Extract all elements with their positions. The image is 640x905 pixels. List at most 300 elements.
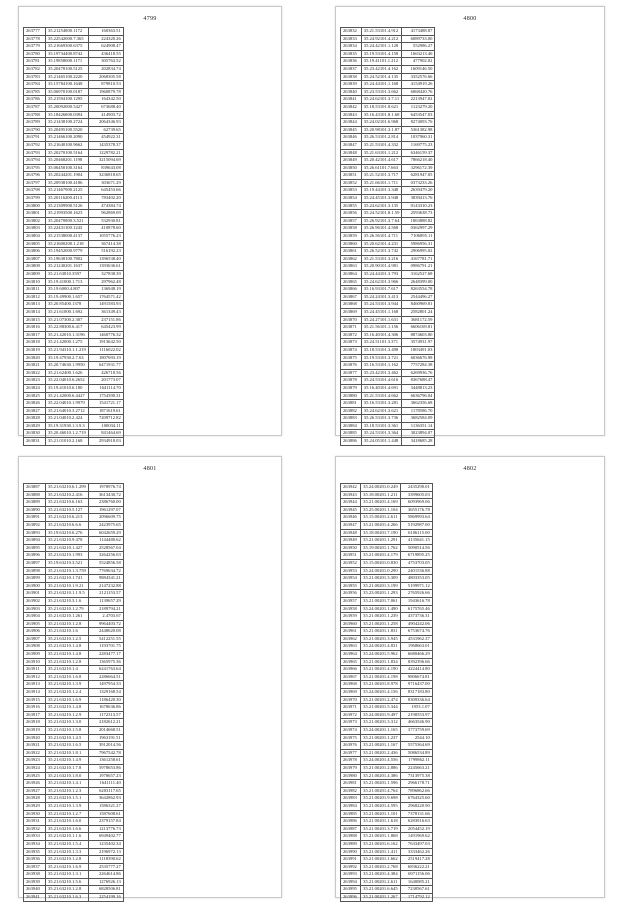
code-cell: 35.25.00201.1.104 <box>361 506 400 514</box>
value-cell: 0373233.26 <box>402 179 435 187</box>
row-id-cell: 263993 <box>341 871 361 879</box>
row-id-cell: 263811 <box>24 286 46 294</box>
code-cell: 35.21.62400.1.626 <box>45 369 88 377</box>
code-cell: 35.21.00201.4.198 <box>361 673 400 681</box>
table-row <box>24 590 124 598</box>
table-row <box>24 871 124 879</box>
row-id-cell: 263803 <box>24 225 46 233</box>
code-cell: 35.21.52101.3.717 <box>361 172 402 180</box>
code-cell: 35.21.63210.1.4.8 <box>45 643 88 651</box>
code-cell: 35.24.53101.3.944 <box>361 301 402 309</box>
table-row <box>24 696 124 704</box>
code-cell: 35.21.00201.1.101 <box>361 810 400 818</box>
value-cell: 2014668.51 <box>88 727 123 735</box>
row-id-cell: 263950 <box>341 544 361 552</box>
code-cell: 35.20092000.5427 <box>45 103 88 111</box>
table-row <box>341 248 435 256</box>
row-id-cell: 263899 <box>24 575 46 583</box>
row-id-cell: 263983 <box>341 795 361 803</box>
table-row <box>341 886 433 894</box>
code-cell: 35.22.04010.1.9979 <box>45 400 88 408</box>
table-row <box>341 354 435 362</box>
code-cell: 35.24.44101.1.168 <box>361 81 402 89</box>
value-cell: 2196972.13 <box>88 848 123 856</box>
code-cell: 35.24.00201.9.497 <box>361 711 400 719</box>
code-cell: 35.21594100.1295 <box>45 96 88 104</box>
code-cell: 35.21.42000.6.4427 <box>45 392 88 400</box>
code-cell: 35.21.00201.1.662 <box>361 856 400 864</box>
table-row <box>24 149 124 157</box>
table-row <box>24 73 124 81</box>
table-row <box>24 681 124 689</box>
code-cell: 35.21.63210.6.213 <box>45 514 88 522</box>
row-id-cell: 263849 <box>341 157 362 165</box>
value-cell: 8263554.78 <box>402 286 435 294</box>
table-row <box>24 537 124 545</box>
row-id-cell: 263857 <box>341 217 362 225</box>
value-cell: 2379157.84 <box>88 818 123 826</box>
code-cell: 35.21600200.1.218 <box>45 240 88 248</box>
row-id-cell: 263868 <box>341 301 362 309</box>
row-id-cell: 263941 <box>24 894 46 902</box>
data-table <box>23 27 124 446</box>
code-cell: 35.21.00201.1.237 <box>361 734 400 742</box>
row-id-cell: 263810 <box>24 278 46 286</box>
code-cell: 35.21.63210.1.2.8 <box>45 856 88 864</box>
table-row <box>24 233 124 241</box>
value-cell: 5869993.64 <box>400 514 432 522</box>
value-cell: 5412251.55 <box>88 635 123 643</box>
value-cell: 7209712.82 <box>88 415 123 423</box>
table-row <box>24 210 124 218</box>
row-id-cell: 263891 <box>24 514 46 522</box>
value-cell: 1640085.21 <box>400 878 432 886</box>
value-cell: 1136351.14 <box>402 422 435 430</box>
value-cell: 2528567.04 <box>88 544 123 552</box>
table-row <box>24 575 124 583</box>
code-cell: 35.21.63210.1.3.1 <box>45 871 88 879</box>
code-cell: 35.21.00201.6.645 <box>361 886 400 894</box>
code-cell: 35.21.00201.4.595 <box>361 802 400 810</box>
row-id-cell: 263855 <box>341 202 362 210</box>
value-cell: 6828506.81 <box>88 886 123 894</box>
value-cell: 3418685.28 <box>402 438 435 446</box>
value-cell: 1961297.07 <box>88 506 123 514</box>
table-row <box>24 58 124 66</box>
code-cell: 35.19.63210.3.521 <box>45 559 88 567</box>
table-row <box>24 780 124 788</box>
row-id-cell: 263822 <box>24 369 46 377</box>
code-cell: 35.20478100.5125 <box>45 65 88 73</box>
value-cell: 3655176.78 <box>400 506 432 514</box>
table-row <box>24 878 124 886</box>
code-cell: 35.21.63210.1.4.9 <box>45 757 88 765</box>
value-cell: 1037960.31 <box>402 134 435 142</box>
row-id-cell: 263840 <box>341 88 362 96</box>
table-row <box>24 719 124 727</box>
code-cell: 35.24.27101.1.631 <box>361 316 402 324</box>
value-cell: 3399605.03 <box>400 491 432 499</box>
row-id-cell: 263890 <box>24 506 46 514</box>
value-cell: 7866218.40 <box>402 157 435 165</box>
code-cell: 35.20.74630.1.9950 <box>45 362 88 370</box>
row-id-cell: 263830 <box>24 430 46 438</box>
row-id-cell: 263943 <box>341 491 361 499</box>
value-cell: 426718.56 <box>88 369 123 377</box>
table-row <box>24 88 124 96</box>
value-cell: 5090514.56 <box>400 544 432 552</box>
table-row <box>341 407 435 415</box>
code-cell: 35.18.53101.8.621 <box>361 103 402 111</box>
code-cell: 35.19.31930.1.3.9.3 <box>45 422 88 430</box>
row-id-cell: 263919 <box>24 727 46 735</box>
code-cell: 35.20.62101.4.231 <box>361 240 402 248</box>
row-id-cell: 263798 <box>24 187 46 195</box>
table-row <box>24 263 124 271</box>
code-cell: 35.23.53101.3.662 <box>361 88 402 96</box>
sheet-title: 4801 <box>143 466 157 472</box>
table-row <box>24 384 124 392</box>
table-row <box>341 415 435 423</box>
table-row <box>24 119 124 127</box>
value-cell: 1193701.75 <box>88 643 123 651</box>
row-id-cell: 263838 <box>341 73 362 81</box>
code-cell: 35.26.56101.4.711 <box>361 233 402 241</box>
table-row <box>341 149 435 157</box>
table-row <box>341 810 433 818</box>
value-cell: 1586321.27 <box>88 802 123 810</box>
row-id-cell: 263815 <box>24 316 46 324</box>
value-cell: 367414.38 <box>88 240 123 248</box>
table-row <box>24 886 124 894</box>
code-cell: 35.21538000.4137 <box>45 233 88 241</box>
row-id-cell: 263911 <box>24 666 46 674</box>
code-cell: 35.24.00201.4.831 <box>361 643 400 651</box>
table-row <box>341 643 433 651</box>
row-id-cell: 263781 <box>24 58 46 66</box>
row-id-cell: 263880 <box>341 392 362 400</box>
code-cell: 35.21.00201.9.698 <box>361 795 400 803</box>
table-row <box>341 377 435 385</box>
table-row <box>24 597 124 605</box>
row-id-cell: 263958 <box>341 605 361 613</box>
value-cell: 4531962.37 <box>400 635 432 643</box>
value-cell: 2519417.28 <box>400 856 432 864</box>
value-cell: 783402.20 <box>88 195 123 203</box>
value-cell: 6949402.77 <box>88 833 123 841</box>
table-row <box>341 878 433 886</box>
code-cell: 35.21.61000.1.692 <box>45 308 88 316</box>
table-row <box>341 73 435 81</box>
row-id-cell: 263901 <box>24 590 46 598</box>
table-row <box>24 308 124 316</box>
row-id-cell: 263809 <box>24 271 46 279</box>
value-cell: 4663546.90 <box>400 719 432 727</box>
value-cell: 1978657.23 <box>88 772 123 780</box>
data-table <box>23 483 124 902</box>
table-row <box>24 331 124 339</box>
row-id-cell: 263870 <box>341 316 362 324</box>
table-row <box>341 484 433 492</box>
value-cell: 6283916.63 <box>400 818 432 826</box>
row-id-cell: 263966 <box>341 666 361 674</box>
value-cell: 6175765.46 <box>400 605 432 613</box>
row-id-cell: 263893 <box>24 529 46 537</box>
value-cell: 3296172.39 <box>402 164 435 172</box>
code-cell: 35.21669300.6375 <box>45 43 88 51</box>
row-id-cell: 263794 <box>24 157 46 165</box>
value-cell: 100034.11 <box>88 422 123 430</box>
value-cell: 1978976.74 <box>88 484 123 492</box>
row-id-cell: 263954 <box>341 575 361 583</box>
row-id-cell: 263812 <box>24 293 46 301</box>
row-id-cell: 263792 <box>24 141 46 149</box>
code-cell: 35.19.53101.3.721 <box>361 354 402 362</box>
value-cell: 6093969.06 <box>400 499 432 507</box>
row-id-cell: 263847 <box>341 141 362 149</box>
value-cell: 2068305.58 <box>88 73 123 81</box>
table-row <box>24 795 124 803</box>
row-id-cell: 263994 <box>341 878 361 886</box>
table-row <box>341 734 433 742</box>
table-row <box>24 430 124 438</box>
value-cell: 6680466.29 <box>400 651 432 659</box>
code-cell: 35.21.63210.1.5.1 <box>45 795 88 803</box>
table-row <box>341 400 435 408</box>
row-id-cell: 263875 <box>341 354 362 362</box>
table-row <box>341 894 433 902</box>
value-cell: 7230567.61 <box>400 886 432 894</box>
code-cell: 35.16.53101.1.162 <box>361 362 402 370</box>
code-cell: 35.24.62101.3.7.11 <box>361 96 402 104</box>
row-id-cell: 263886 <box>341 438 362 446</box>
code-cell: 35.21.00201.1.239 <box>361 613 400 621</box>
code-cell: 35.21.63210.1.7.8 <box>45 764 88 772</box>
table-row <box>24 202 124 210</box>
row-id-cell: 263779 <box>24 43 46 51</box>
code-cell: 35.21.00201.2.886 <box>361 764 400 772</box>
value-cell: 2264614.86 <box>88 871 123 879</box>
table-row <box>341 164 435 172</box>
table-row <box>24 50 124 58</box>
value-cell: 1678636.86 <box>88 704 123 712</box>
value-cell: 454922.31 <box>88 134 123 142</box>
row-id-cell: 263970 <box>341 696 361 704</box>
code-cell: 35.21309900.5126 <box>45 202 88 210</box>
table-row <box>341 81 435 89</box>
table-row <box>24 316 124 324</box>
value-cell: 3162527.68 <box>402 271 435 279</box>
value-cell: 414903.72 <box>88 111 123 119</box>
value-cell: 327838.39 <box>88 271 123 279</box>
value-cell: 6089733.00 <box>402 35 435 43</box>
table-row <box>24 141 124 149</box>
code-cell: 35.21.00201.1.267 <box>361 894 400 902</box>
value-cell: 7967542.78 <box>88 749 123 757</box>
code-cell: 35.21.63810.3597 <box>45 271 88 279</box>
row-id-cell: 263883 <box>341 415 362 423</box>
value-cell: 7896862.66 <box>400 787 432 795</box>
code-cell: 35.19.63210.6.276 <box>45 529 88 537</box>
value-cell: 9806674.81 <box>400 673 432 681</box>
sheet-4801 <box>18 456 282 898</box>
table-row <box>341 863 433 871</box>
row-id-cell: 263817 <box>24 331 46 339</box>
table-row <box>341 96 435 104</box>
table-row <box>341 628 433 636</box>
row-id-cell: 263894 <box>24 537 46 545</box>
value-cell: 2582801.24 <box>402 308 435 316</box>
row-id-cell: 263802 <box>24 217 46 225</box>
code-cell: 35.24.24101.3.413 <box>361 293 402 301</box>
table-row <box>341 157 435 165</box>
value-cell: 2448620.08 <box>88 628 123 636</box>
table-row <box>24 499 124 507</box>
row-id-cell: 263913 <box>24 681 46 689</box>
table-row <box>341 537 433 545</box>
code-cell: 35.21.00201.4.266 <box>361 521 400 529</box>
table-row <box>341 286 435 294</box>
value-cell: 1641111.40 <box>88 780 123 788</box>
code-cell: 35.21438100.2724 <box>45 119 88 127</box>
value-cell: 5192987.00 <box>400 521 432 529</box>
code-cell: 35.21.00201.1.291 <box>361 537 400 545</box>
code-cell: 35.21.63210.1.5.6 <box>45 878 88 886</box>
code-cell: 35.24.00201.4.156 <box>361 689 400 697</box>
value-cell: 5986956.31 <box>402 240 435 248</box>
row-id-cell: 263826 <box>24 400 46 408</box>
row-id-cell: 263940 <box>24 886 46 894</box>
value-cell: 2182612.21 <box>88 719 123 727</box>
row-id-cell: 263931 <box>24 818 46 826</box>
code-cell: 35.21.00201.2.611 <box>361 878 400 886</box>
value-cell: 297962.48 <box>88 278 123 286</box>
row-id-cell: 263926 <box>24 780 46 788</box>
value-cell: 4154919.26 <box>402 81 435 89</box>
row-id-cell: 263866 <box>341 286 362 294</box>
code-cell: 35.16.43101.8.1.68 <box>361 111 402 119</box>
table-row <box>24 187 124 195</box>
value-cell: 8274093.76 <box>402 119 435 127</box>
row-id-cell: 263903 <box>24 605 46 613</box>
value-cell: 552986.27 <box>402 43 435 51</box>
value-cell: 645423.99 <box>88 324 123 332</box>
row-id-cell: 263786 <box>24 96 46 104</box>
code-cell: 35.21.64010.3.2712 <box>45 407 88 415</box>
row-id-cell: 263850 <box>341 164 362 172</box>
value-cell: 2968220.90 <box>400 802 432 810</box>
value-cell: 532930.81 <box>88 217 123 225</box>
table-row <box>341 278 435 286</box>
row-id-cell: 263928 <box>24 795 46 803</box>
table-row <box>24 111 124 119</box>
table-row <box>24 689 124 697</box>
value-cell: 3264256.03 <box>88 552 123 560</box>
value-cell: 6203117.65 <box>88 787 123 795</box>
code-cell: 35.21.01010.2.168 <box>45 438 88 446</box>
row-id-cell: 263885 <box>341 430 362 438</box>
code-cell: 35.21.04010.2.424 <box>45 415 88 423</box>
code-cell: 35.21.00201.1.618 <box>361 818 400 826</box>
row-id-cell: 263982 <box>341 787 361 795</box>
value-cell: 1393636.61 <box>88 263 123 271</box>
row-id-cell: 263843 <box>341 111 362 119</box>
table-row <box>24 818 124 826</box>
sheet-title: 4799 <box>143 16 157 22</box>
row-id-cell: 263918 <box>24 719 46 727</box>
table-row <box>341 346 435 354</box>
table-row <box>24 217 124 225</box>
row-id-cell: 263884 <box>341 422 362 430</box>
row-id-cell: 263797 <box>24 179 46 187</box>
table-row <box>24 195 124 203</box>
row-id-cell: 263867 <box>341 293 362 301</box>
code-cell: 35.21640100.9662 <box>45 141 88 149</box>
value-cell: 2423975.65 <box>88 521 123 529</box>
row-id-cell: 263947 <box>341 521 361 529</box>
code-cell: 35.24.00201.0.249 <box>361 484 400 492</box>
value-cell: 160363.51 <box>88 28 123 36</box>
value-cell: 305763.52 <box>88 58 123 66</box>
code-cell: 35.22.04010.6.2652 <box>45 377 88 385</box>
value-cell: 5978653.86 <box>88 764 123 772</box>
value-cell: 1491969.62 <box>400 833 432 841</box>
code-cell: 35.21.63210.6.6.6 <box>45 521 88 529</box>
value-cell: 9964403.72 <box>88 620 123 628</box>
table-row <box>24 346 124 354</box>
code-cell: 35.22542000.7.365 <box>45 35 88 43</box>
value-cell: 3333462.26 <box>400 848 432 856</box>
row-id-cell: 263865 <box>341 278 362 286</box>
row-id-cell: 263949 <box>341 537 361 545</box>
value-cell: 4803353.05 <box>400 575 432 583</box>
code-cell: 35.20470800.3.521 <box>45 217 88 225</box>
code-cell: 35.19.44101.3.348 <box>361 187 402 195</box>
value-cell: 4173488.87 <box>402 28 435 36</box>
row-id-cell: 263972 <box>341 711 361 719</box>
table-row <box>24 354 124 362</box>
table-row <box>341 499 433 507</box>
code-cell: 35.21.94310.1.1.219 <box>45 346 88 354</box>
value-cell: 7313975.38 <box>400 772 432 780</box>
value-cell: 1118390.62 <box>88 856 123 864</box>
code-cell: 35.21.63210.1.3.3 <box>45 848 88 856</box>
row-id-cell: 263892 <box>24 521 46 529</box>
value-cell: 1396538.40 <box>88 255 123 263</box>
value-cell: 1807693.19 <box>88 354 123 362</box>
row-id-cell: 263927 <box>24 787 46 795</box>
value-cell: 1055776.23 <box>88 233 123 241</box>
code-cell: 35.15.00201.0.830 <box>361 559 400 567</box>
value-cell: 2544496.27 <box>402 293 435 301</box>
code-cell: 35.21.63210.1.2.5 <box>45 635 88 643</box>
row-id-cell: 263801 <box>24 210 46 218</box>
row-id-cell: 263842 <box>341 103 362 111</box>
value-cell: 410878.60 <box>88 225 123 233</box>
code-cell: 35.23.42101.3.462 <box>361 369 402 377</box>
table-row <box>341 620 433 628</box>
code-cell: 35.21.53101.4.332 <box>361 141 402 149</box>
value-cell: 136948.19 <box>88 286 123 294</box>
value-cell: 2765926.66 <box>400 590 432 598</box>
table-row <box>24 544 124 552</box>
table-row <box>24 438 124 446</box>
row-id-cell: 263979 <box>341 764 361 772</box>
row-id-cell: 263785 <box>24 88 46 96</box>
value-cell: 5199971.12 <box>400 582 432 590</box>
table-row <box>24 271 124 279</box>
code-cell: 35.21.63210.1.6.0 <box>45 818 88 826</box>
